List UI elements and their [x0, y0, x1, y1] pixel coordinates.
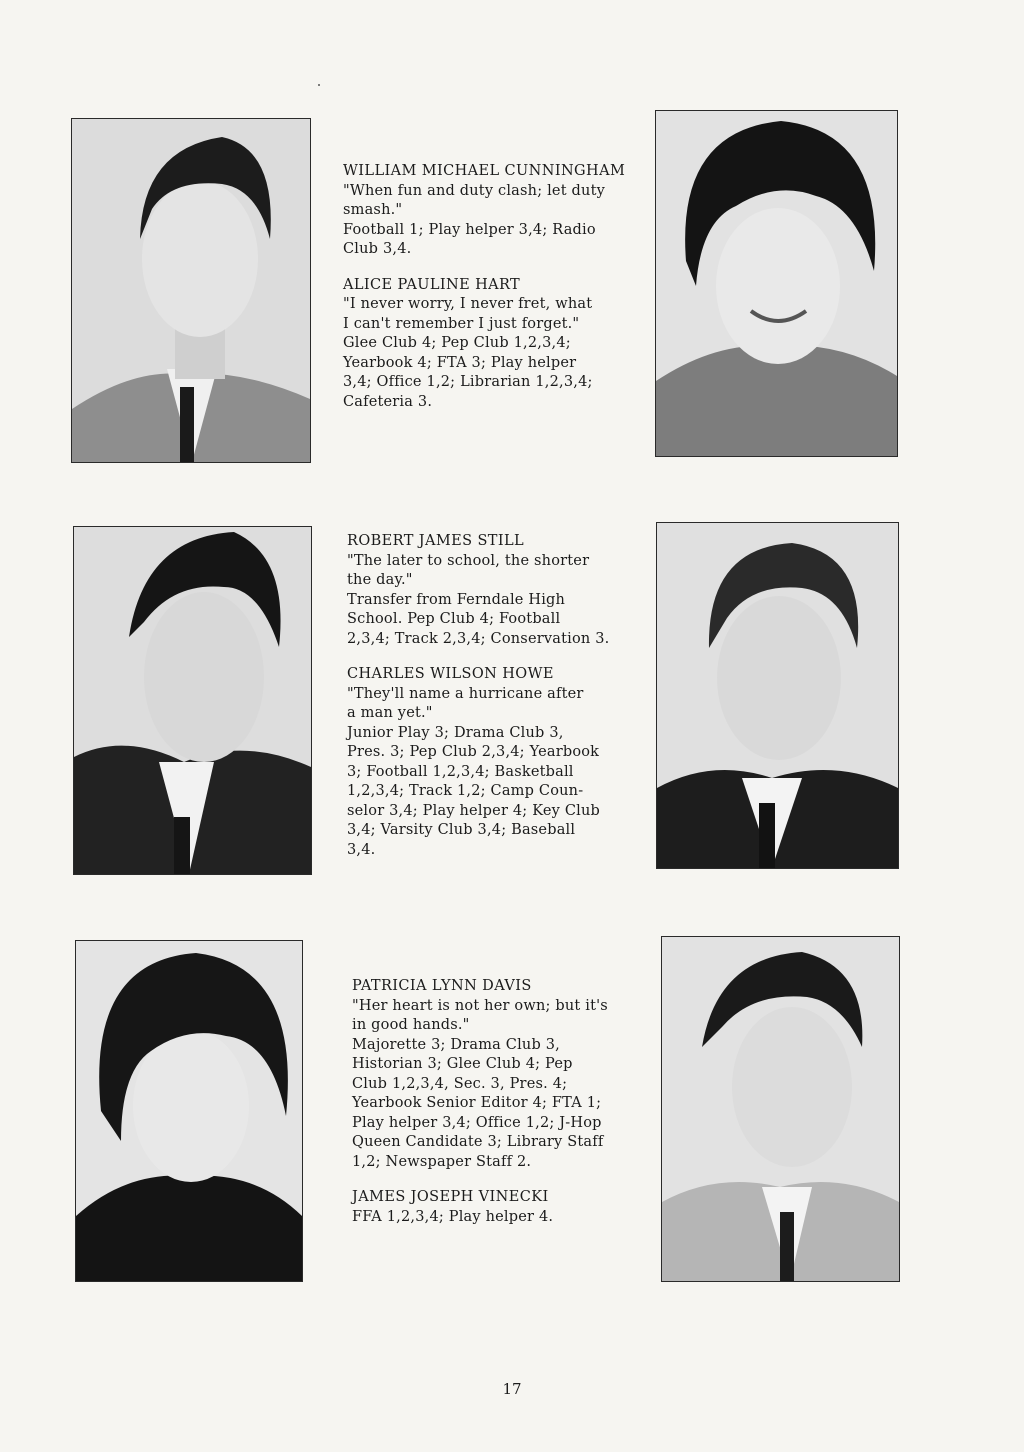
activity-line: Yearbook Senior Editor 4; FTA 1;	[352, 1095, 602, 1111]
activity-line: Majorette 3; Drama Club 3,	[352, 1036, 560, 1053]
student-activities	[343, 334, 643, 412]
activity-line: Club 1,2,3,4, Sec. 3, Pres. 4;	[352, 1075, 568, 1092]
quote-line: I can't remember I just forget."	[343, 315, 580, 332]
student-quote	[352, 997, 652, 1036]
student-activities	[352, 1036, 652, 1173]
activity-line: Junior Play 3; Drama Club 3,	[347, 724, 564, 741]
page-number: 17	[502, 1380, 522, 1398]
activity-line: Club 3,4.	[343, 241, 412, 257]
bio-column-row-1	[343, 162, 643, 412]
bio-patricia-davis	[352, 977, 652, 1172]
quote-line: a man yet."	[347, 705, 433, 721]
activity-line: 3,4; Office 1,2; Librarian 1,2,3,4;	[343, 374, 593, 390]
quote-line: "When fun and duty clash; let duty	[343, 182, 605, 199]
portrait-william-cunningham	[71, 118, 311, 463]
activity-line: 1,2,3,4; Track 1,2; Camp Coun-	[347, 783, 584, 799]
quote-line: the day."	[347, 572, 413, 588]
activity-line: 3; Football 1,2,3,4; Basketball	[347, 763, 574, 780]
bio-charles-howe	[347, 665, 647, 860]
student-name: ROBERT JAMES STILL	[347, 533, 525, 549]
student-name: PATRICIA LYNN DAVIS	[352, 978, 532, 994]
activity-line: Cafeteria 3.	[343, 393, 433, 410]
activity-line: Glee Club 4; Pep Club 1,2,3,4;	[343, 335, 571, 351]
activity-line: FFA 1,2,3,4; Play helper 4.	[352, 1208, 554, 1225]
activity-line: 1,2; Newspaper Staff 2.	[352, 1153, 532, 1170]
activity-line: Transfer from Ferndale High	[347, 591, 566, 608]
bio-alice-hart	[343, 276, 643, 413]
quote-line: "The later to school, the shorter	[347, 552, 590, 569]
portrait-james-vinecki	[661, 936, 900, 1282]
student-activities	[352, 1208, 652, 1228]
student-name: CHARLES WILSON HOWE	[347, 666, 554, 682]
activity-line: Pres. 3; Pep Club 2,3,4; Yearbook	[347, 744, 600, 760]
student-name: JAMES JOSEPH VINECKI	[352, 1189, 549, 1205]
quote-line: "Her heart is not her own; but it's	[352, 997, 608, 1014]
activity-line: 3,4; Varsity Club 3,4; Baseball	[347, 822, 576, 838]
bio-column-row-2	[347, 532, 647, 860]
activity-line: Play helper 3,4; Office 1,2; J-Hop	[352, 1114, 602, 1131]
quote-line: smash."	[343, 202, 403, 218]
quote-line: in good hands."	[352, 1017, 470, 1033]
activity-line: 2,3,4; Track 2,3,4; Conservation 3.	[347, 630, 610, 647]
student-quote	[347, 685, 647, 724]
bio-robert-still	[347, 532, 647, 649]
student-quote	[343, 295, 643, 334]
portrait-alice-hart	[655, 110, 898, 457]
student-quote	[347, 552, 647, 591]
portrait-robert-still	[73, 526, 312, 875]
student-activities	[343, 221, 643, 260]
quote-line: "They'll name a hurricane after	[347, 685, 584, 702]
portrait-charles-howe	[656, 522, 899, 869]
student-name: ALICE PAULINE HART	[343, 276, 521, 293]
bio-william-cunningham	[343, 162, 643, 260]
student-quote	[343, 182, 643, 221]
activity-line: Historian 3; Glee Club 4; Pep	[352, 1056, 573, 1072]
activity-line: selor 3,4; Play helper 4; Key Club	[347, 802, 600, 819]
student-activities	[347, 591, 647, 650]
student-activities	[347, 724, 647, 861]
activity-line: Queen Candidate 3; Library Staff	[352, 1134, 604, 1150]
bio-james-vinecki	[352, 1188, 652, 1227]
activity-line: Football 1; Play helper 3,4; Radio	[343, 221, 596, 238]
bio-column-row-3	[352, 977, 652, 1227]
paper-speck	[318, 84, 320, 86]
portrait-patricia-davis	[75, 940, 303, 1282]
activity-line: 3,4.	[347, 841, 376, 858]
quote-line: "I never worry, I never fret, what	[343, 296, 593, 312]
activity-line: School. Pep Club 4; Football	[347, 611, 561, 627]
student-name: WILLIAM MICHAEL CUNNINGHAM	[343, 163, 626, 179]
activity-line: Yearbook 4; FTA 3; Play helper	[343, 354, 577, 371]
